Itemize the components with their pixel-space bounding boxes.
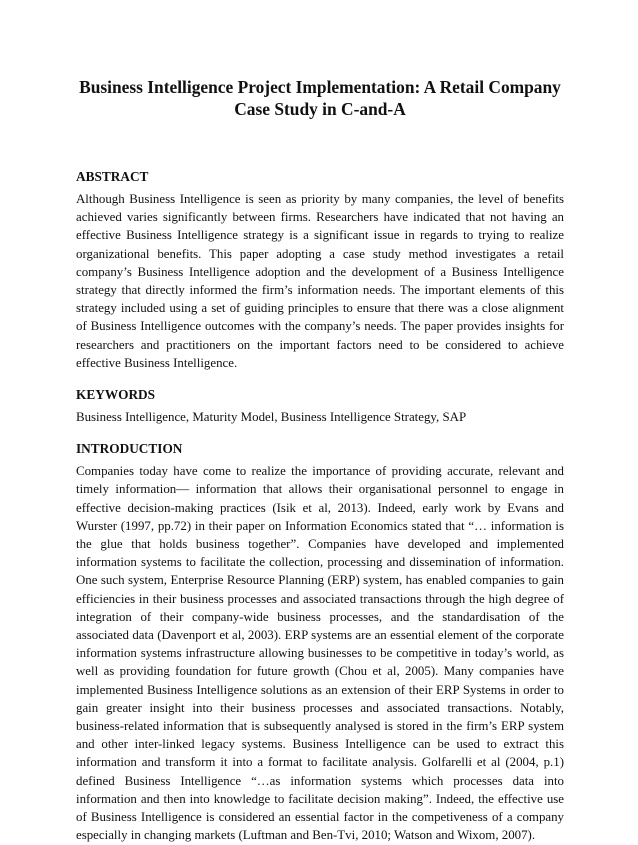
introduction-section xyxy=(76,440,564,844)
abstract-heading: ABSTRACT xyxy=(76,169,149,184)
abstract-section xyxy=(76,168,564,372)
abstract-text: Although Business Intelligence is seen as priority by many companies, the level of benefits achieved varies significantly between firms. Researchers have indicated that not having an effective Business Intelligence strategy is a significant issue in regards to trying to realize organizational benefits. This paper adopting a case study method investigates a retail company’s Business Intelligence adoption and the development of a Business Intelligence strategy that directly informed the firm’s information needs. The important elements of this strategy included using a set of guiding principles to ensure that there was a close alignment of Business Intelligence outcomes with the company’s needs. The paper provides insights for researchers and practitioners on the important factors need to be considered to achieve effective Business Intelligence. xyxy=(76,192,564,370)
keywords-section xyxy=(76,386,564,426)
introduction-text: Companies today have come to realize the importance of providing accurate, relevant and timely information— information that allows their organisational personnel to engage in effective decision-making practices (Isik et al, 2013). Indeed, early work by Evans and Wurster (1997, pp.72) in their paper on Information Economics stated that “… information is the glue that holds business together”. Companies have developed and implemented information systems to facilitate the collection, processing and dissemination of information. One such system, Enterprise Resource Planning (ERP) system, has enabled companies to gain efficiencies in their business processes and associated transactions through the high degree of integration of their company-wide business processes, and the standardisation of the associated data (Davenport et al, 2003). ERP systems are an essential element of the corporate information systems infrastructure allowing businesses to be competitive in today’s world, as well as providing foundation for future growth (Chou et al, 2005). Many companies have implemented Business Intelligence solutions as an extension of their ERP Systems in order to gain greater insight into their business processes and associated transactions. Notably, business-related information that is subsequently analysed is stored in the firm’s ERP system and other inter-linked legacy systems. Business Intelligence can be used to extract this information and transform it into a format to facilitate analysis. Golfarelli et al (2004, p.1) defined Business Intelligence “…as information systems which processes data into information and then into knowledge to facilitate decision making”. Indeed, the effective use of Business Intelligence is considered an essential factor in the competiveness of a company especially in changing markets (Luftman and Ben-Tvi, 2010; Watson and Wixom, 2007). xyxy=(76,464,564,843)
paper-title-line-2: Case Study in C-and-A xyxy=(234,99,406,119)
paper-title-line-1: Business Intelligence Project Implementation: A Retail Company xyxy=(79,77,561,97)
keywords-heading: KEYWORDS xyxy=(76,387,156,403)
keywords-text: Business Intelligence, Maturity Model, Business Intelligence Strategy, SAP xyxy=(76,410,467,425)
paper-title xyxy=(76,76,564,120)
introduction-heading: INTRODUCTION xyxy=(76,441,183,457)
